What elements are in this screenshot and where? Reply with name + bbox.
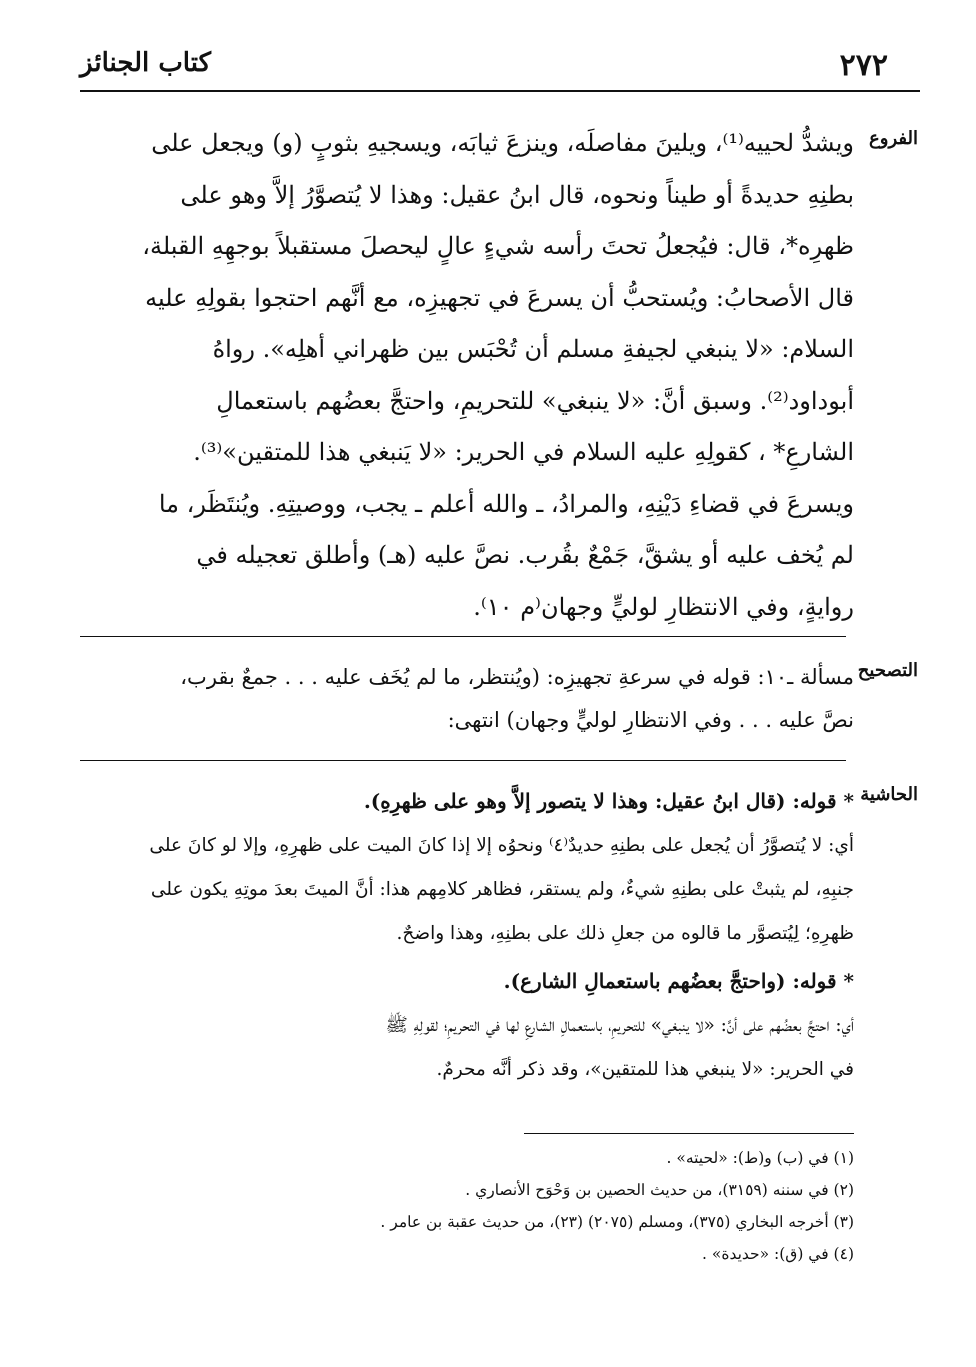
main-line: ويسرعَ في قضاءِ دَيْنِهِ، والمرادُ، ـ والله أعلم ـ يجب، ووصيتِهِ. ويُنتَظَر، ما (158, 489, 854, 518)
label-furu: الفروع (869, 128, 918, 149)
main-line: الشارعِ* ، كقولِهِ عليه السلام في الحرير: «لا يَنبغي هذا للمتقين»⁽³⁾. (193, 438, 854, 466)
section-divider-1 (80, 636, 846, 637)
main-text (124, 118, 854, 633)
main-line: قال الأصحابُ: ويُستحبُّ أن يسرعَ في تجهيزِه، مع أنَّهم احتجوا بقولِهِ عليه (145, 283, 854, 312)
page-number: ٢٧٢ (839, 48, 888, 83)
hashiya-line: أي: لا يُتصوَّرُ أن يُجعل على بطنِهِ حديدٌ⁽٤⁾ ونحوُه إلا إذا كانَ الميت على ظهرِهِ، وإلا لو كانَ على (149, 835, 854, 856)
footnote: (١) في (ب) و(ط): «لحيته» . (666, 1149, 854, 1167)
label-hashiya: الحاشية (860, 784, 918, 805)
footnotes (124, 1142, 854, 1270)
section-divider-2 (80, 760, 846, 761)
header-rule (80, 90, 920, 92)
hashiya-head: * قوله: (قال ابنُ عقيل: وهذا لا يتصور إلاَّ وهو على ظهرِهِ). (363, 789, 854, 813)
main-line: روايةٍ، وفي الانتظارِ لوليٍّ وجهان⁽م ١٠⁾. (473, 592, 854, 621)
running-head: كتاب الجنائز (80, 48, 211, 78)
hashiya-line: أي: احتجَّ بعضُهم على أنَّ: «لا ينبغي» للتحريمِ، باستعمالِ الشارعِ لها في التحريمِ؛ لقولِهِ ﷺ (385, 1015, 854, 1036)
hashiya-line: ظهرِهِ؛ لِيُتصوَّر ما قالوه من جعلِ ذلك على بطنِهِ، وهذا واضحٌ. (396, 923, 854, 944)
main-line: ويشدُّ لحييه⁽¹⁾، ويلينَ مفاصلَه، وينزعَ ثيابَه، ويسجيهِ بثوبٍ (و) ويجعل على (151, 129, 854, 157)
main-line: بطنِهِ حديدةً أو طيناً ونحوه، قال ابنُ عقيل: وهذا لا يُتصوَّرُ إلاَّ وهو على (180, 180, 854, 209)
tashih-text (124, 656, 854, 742)
footnote: (٤) في (ق): «حديدة» . (702, 1245, 854, 1263)
hashiya-block (114, 778, 854, 1092)
footnote: (٢) في سننه (٣١٥٩)، من حديث الحصين بن وَحْوَح الأنصاري . (465, 1181, 854, 1199)
hashiya-body (114, 824, 854, 956)
hashiya-line: جنبِهِ، لم يثبتْ على بطنِهِ شيءٌ، ولم يستقر، فظاهر كلامِهم هذا: أنَّ الميتَ بعدَ موتِهِ يكون على (150, 879, 854, 900)
hashiya-body (114, 1004, 854, 1092)
tashih-line: مسألة ـ١٠: قوله في سرعةِ تجهيزِه: (ويُنتظر، ما لم يُخَف عليه . . . جمعٌ بقرب، (180, 665, 854, 689)
footnote-rule (524, 1133, 854, 1134)
main-line: السلام: «لا ينبغي لجيفةِ مسلم أن تُحْبَس بين ظهراني أهلِه». رواهُ (212, 335, 854, 363)
main-line: أبوداود⁽²⁾. وسبق أنَّ: «لا ينبغي» للتحريمِ، واحتجَّ بعضُهم باستعمالِ (216, 386, 854, 415)
label-tashih: التصحيح (857, 660, 918, 681)
hashiya-line: في الحرير: «لا ينبغي هذا للمتقين»، وقد ذكر أنَّه محرمٌ. (436, 1059, 854, 1080)
main-line: لم يُخف عليه أو يشقَّ، جَمْعٌ بقُرب. نصَّ عليه (هـ) وأطلق تعجيله في (196, 541, 854, 569)
hashiya-head: * قوله: (واحتجَّ بعضُهم باستعمالِ الشارع). (503, 969, 854, 993)
tashih-line: نصَّ عليه . . . وفي الانتظارِ لوليٍّ وجهان) انتهى: (447, 708, 854, 732)
main-line: ظهرِه*، قال: فيُجعلُ تحتَ رأسه شيءٍ عالٍ ليحصلَ مستقبلاً بوجهِهِ القبلة، (142, 232, 854, 260)
footnote: (٣) أخرجه البخاري (٣٧٥)، ومسلم (٢٠٧٥) (٢٣)، من حديث عقبة بن عامر . (380, 1213, 854, 1231)
